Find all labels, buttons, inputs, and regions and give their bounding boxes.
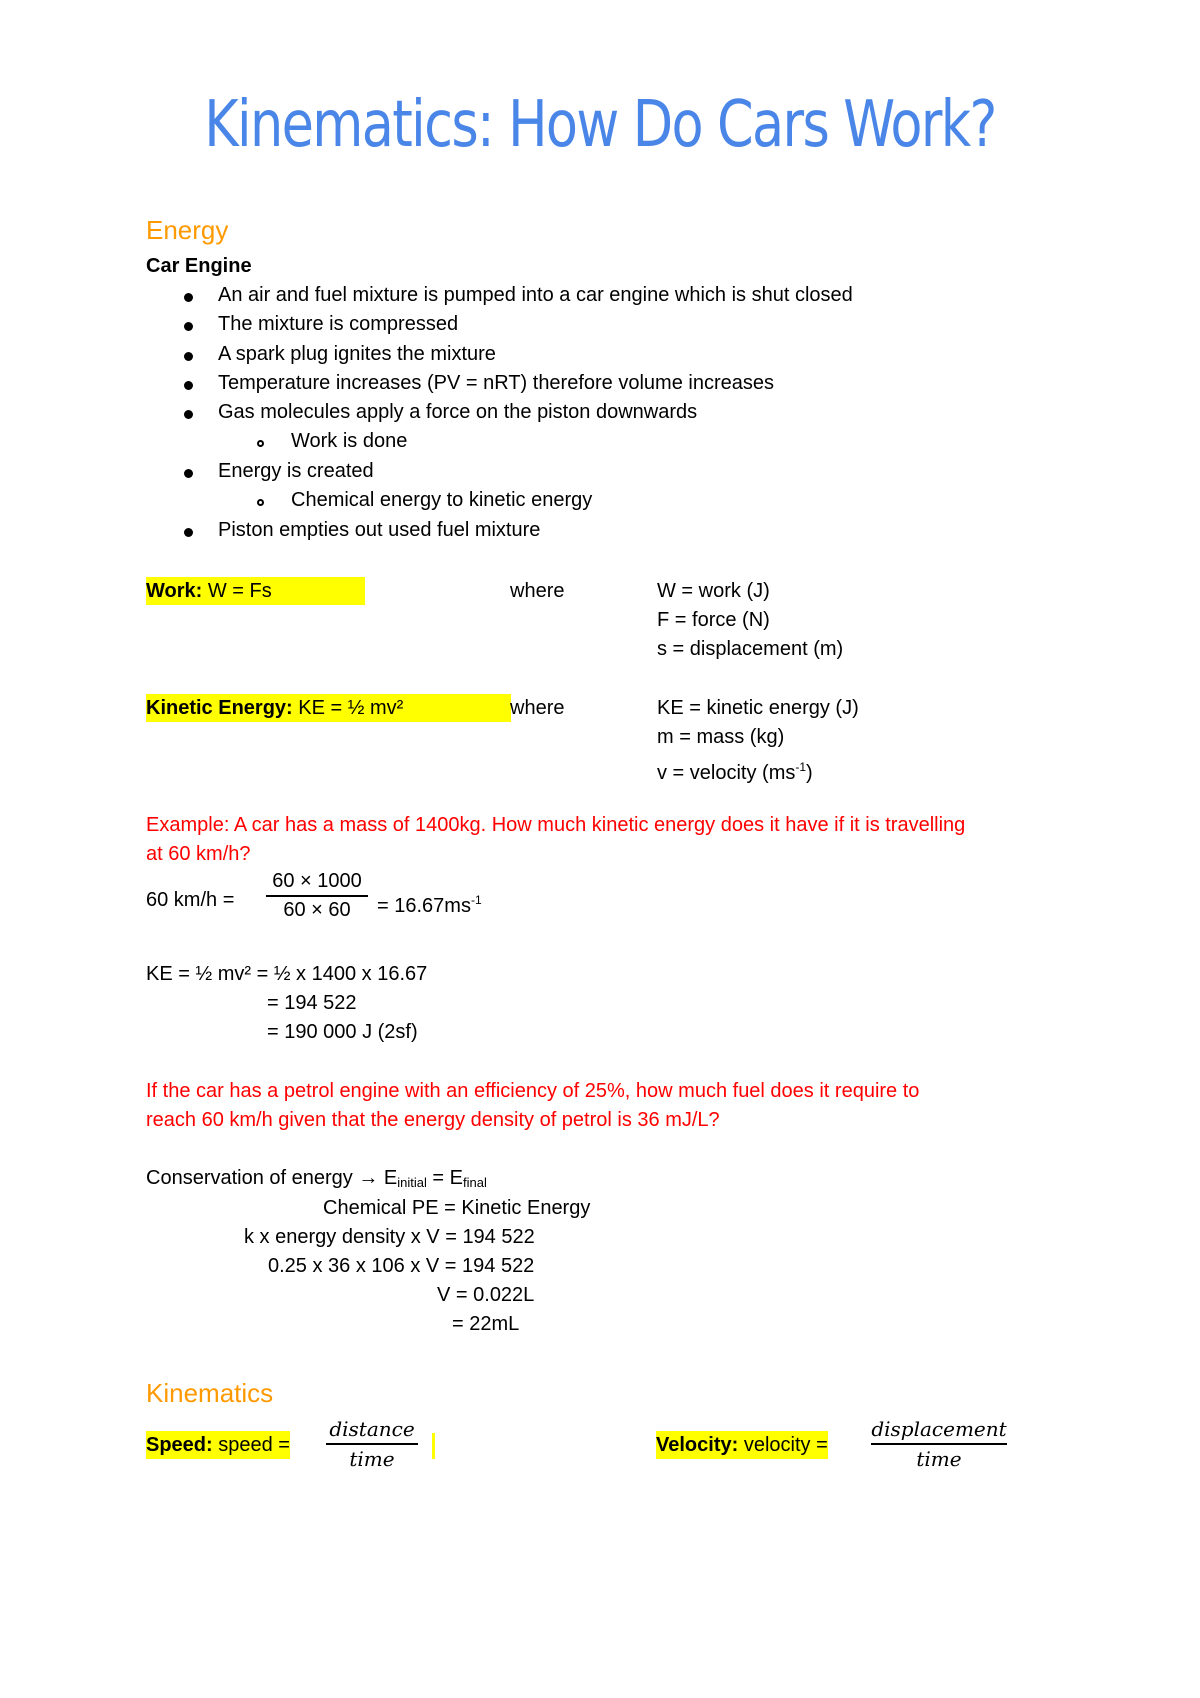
work-where: where [510,580,565,602]
work-formula: W = Fs [202,580,272,602]
fuel-question-line2: reach 60 km/h given that the energy density of petrol is 36 mJ/L? [146,1109,720,1131]
list-item-text: Temperature increases (PV = nRT) therefore volume increases [218,372,774,394]
conservation-line: Conservation of energy → $E_{initial} = E_{final}$ [146,1167,487,1190]
ke-calc-line1: KE = ½ mv² = ½ x 1400 x 16.67 [146,963,428,985]
bullet-circle-icon [257,499,264,506]
velocity-fraction [871,1417,1007,1471]
bullet-dot-icon [184,293,193,302]
speed-fraction [326,1417,418,1471]
fuel-question-line1: If the car has a petrol engine with an efficiency of 25%, how much fuel does it require to [146,1080,920,1102]
ke-definition-ke: KE = kinetic energy (J) [657,697,859,719]
ke-formula: KE = ½ mv² [292,697,404,719]
speed-label: Speed: [146,1434,213,1456]
fraction-bar [871,1443,1007,1445]
list-item-text: An air and fuel mixture is pumped into a car engine which is shut closed [218,284,853,306]
bullet-dot-icon [184,352,193,361]
conservation-line3: k x energy density x V = 194 522 [244,1226,535,1248]
conversion-numerator: 60 × 1000 [272,870,362,892]
bullet-dot-icon [184,322,193,331]
bullet-dot-icon [184,469,193,478]
conservation-line2: Chemical PE = Kinetic Energy [323,1197,591,1219]
work-label: Work: [146,580,203,602]
ke-where: where [510,697,565,719]
velocity-numerator: displacement [871,1417,1007,1441]
work-formula-highlight [146,577,365,605]
fraction-bar [326,1443,418,1445]
list-item-text: A spark plug ignites the mixture [218,343,496,365]
kinematics-heading: Kinematics [146,1378,274,1408]
ke-label: Kinetic Energy: [146,697,293,719]
conversion-rhs: = $16.67ms^{-1}$ [377,893,482,917]
list-item-text: Chemical energy to kinetic energy [291,489,593,511]
ke-formula-highlight [146,694,511,722]
bullet-dot-icon [184,381,193,390]
list-item-text: Work is done [291,430,408,452]
energy-heading: Energy [146,215,229,245]
car-engine-subheading: Car Engine [146,255,252,277]
conservation-line6: = 22mL [452,1313,520,1335]
list-item-text: Gas molecules apply a force on the piston downwards [218,401,698,423]
conservation-line5: V = 0.022L [437,1284,535,1306]
example-question-line2: at 60 km/h? [146,843,251,865]
page-title: Kinematics: How Do Cars Work? [204,88,996,162]
velocity-denominator: time [916,1447,962,1471]
speed-numerator: distance [329,1417,415,1441]
ke-definition-m: m = mass (kg) [657,726,785,748]
fraction-bar [266,895,368,897]
highlight-marker [432,1433,435,1459]
list-item-text: Piston empties out used fuel mixture [218,519,541,541]
velocity-formula-highlight [656,1431,828,1459]
work-definition-f: F = force (N) [657,609,770,631]
ke-definition-v: v = velocity $(ms^{-1})$ [657,760,813,784]
velocity-formula: velocity = [738,1434,828,1456]
ke-calc-line2: = 194 522 [267,992,357,1014]
bullet-dot-icon [184,528,193,537]
conversion-denominator: 60 × 60 [283,899,351,921]
example-question-line1: Example: A car has a mass of 1400kg. How much kinetic energy does it have if it is travelling [146,814,966,836]
work-definition-s: s = displacement (m) [657,638,844,660]
speed-formula: speed = [212,1434,290,1456]
conversion-lhs: 60 km/h = [146,889,235,911]
list-item-text: Energy is created [218,460,374,482]
bullet-circle-icon [257,440,264,447]
conversion-fraction [266,870,368,922]
speed-formula-highlight [146,1431,290,1459]
bullet-dot-icon [184,410,193,419]
conservation-line4: 0.25 x 36 x 106 x V = 194 522 [268,1255,535,1277]
work-definition-w: W = work (J) [657,580,770,602]
list-item-text: The mixture is compressed [218,313,459,335]
velocity-label: Velocity: [656,1434,739,1456]
ke-calc-line3: = 190 000 J (2sf) [267,1021,418,1043]
speed-denominator: time [349,1447,395,1471]
